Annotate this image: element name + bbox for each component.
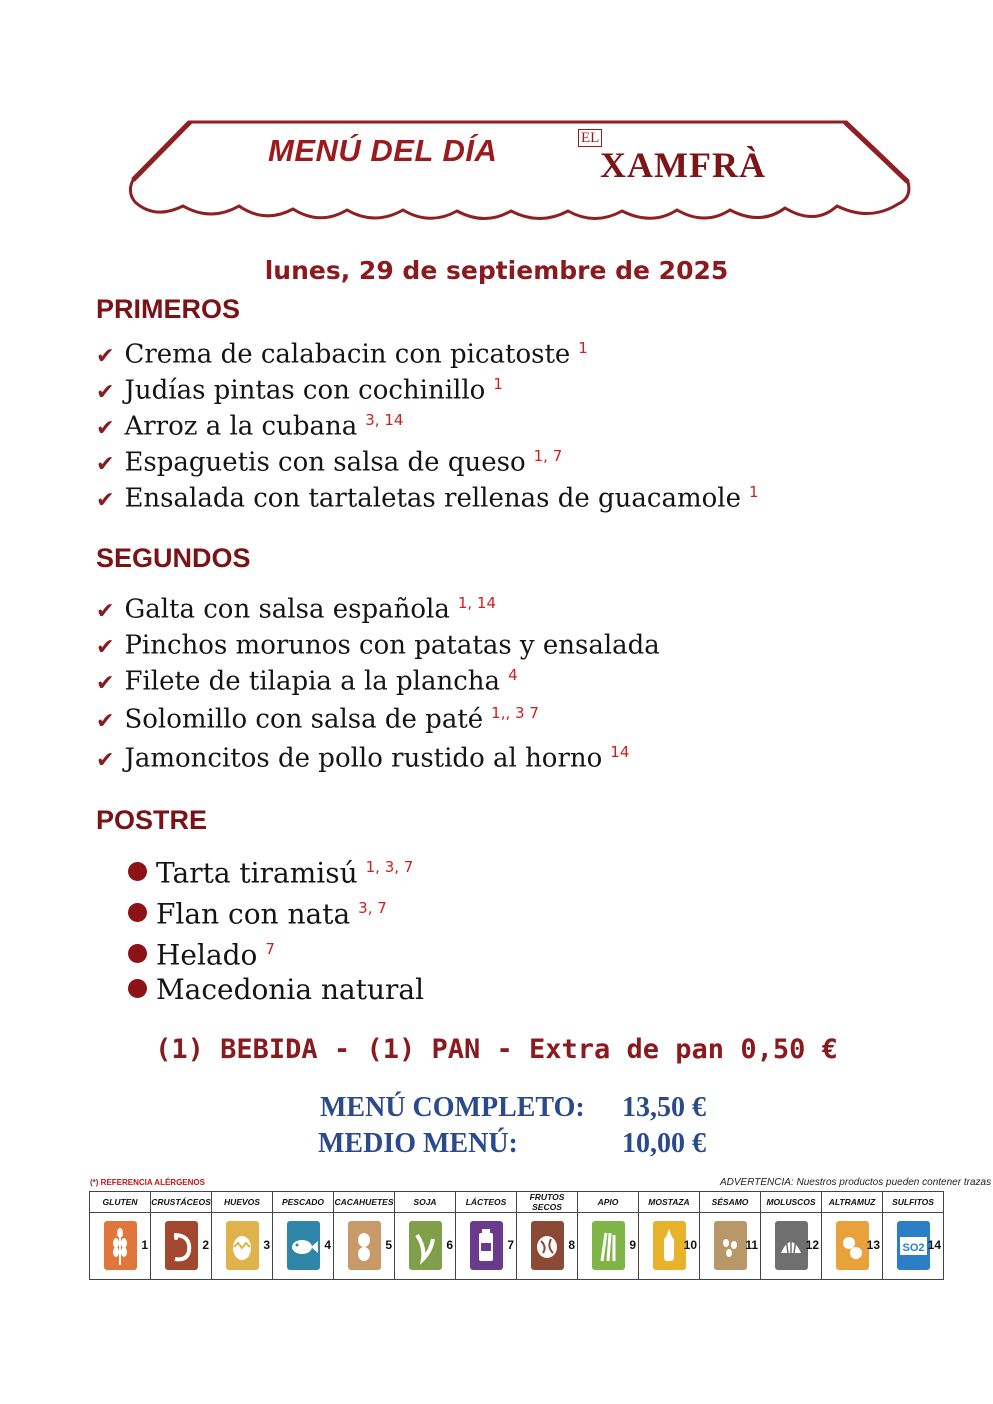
allergen-cell xyxy=(395,1213,456,1280)
allergen-table xyxy=(89,1191,944,1280)
allergen-cell xyxy=(151,1213,212,1280)
list-item: Flan con nata $^{3, 7}$ xyxy=(128,890,387,932)
check-icon: ✔ xyxy=(96,747,115,773)
bullet-icon xyxy=(128,944,147,963)
allergen-header: CACAHUETES xyxy=(334,1192,395,1213)
allergen-header: HUEVOS xyxy=(212,1192,273,1213)
celery-icon xyxy=(592,1221,625,1270)
check-icon: ✔ xyxy=(96,670,115,696)
list-item: ✔ Filete de tilapia a la plancha $^4$ xyxy=(96,666,518,697)
so2-icon xyxy=(897,1221,930,1270)
allergen-number: 2 xyxy=(202,1238,209,1252)
bullet-icon xyxy=(128,979,147,998)
allergen-number: 11 xyxy=(745,1238,758,1252)
price-complete-value: 13,50 € xyxy=(622,1092,706,1123)
check-icon: ✔ xyxy=(96,451,115,477)
allergen-cell xyxy=(883,1213,944,1280)
lupin-icon xyxy=(836,1221,869,1270)
check-icon: ✔ xyxy=(96,379,115,405)
price-complete-label: MENÚ COMPLETO: xyxy=(320,1092,585,1123)
brand-logo-small: EL xyxy=(578,129,602,147)
list-item: ✔ Ensalada con tartaletas rellenas de guacamole $^1$ xyxy=(96,483,759,514)
section-title-primeros: PRIMEROS xyxy=(96,294,241,324)
fish-icon xyxy=(287,1221,320,1270)
allergen-cell xyxy=(90,1213,151,1280)
allergen-cell xyxy=(700,1213,761,1280)
allergen-header: MOSTAZA xyxy=(639,1192,700,1213)
list-item: ✔ Galta con salsa española $^{1, 14}$ xyxy=(96,594,496,625)
peanut-icon xyxy=(348,1221,381,1270)
allergen-number: 10 xyxy=(683,1238,697,1252)
allergen-cell xyxy=(456,1213,517,1280)
section-title-postre: POSTRE xyxy=(96,805,208,835)
allergen-cell xyxy=(578,1213,639,1280)
nut-icon xyxy=(531,1221,564,1270)
allergen-header: SULFITOS xyxy=(883,1192,944,1213)
allergen-number: 5 xyxy=(385,1238,392,1252)
wheat-icon xyxy=(104,1221,137,1270)
section-title-segundos: SEGUNDOS xyxy=(96,543,251,573)
allergen-number: 13 xyxy=(866,1238,880,1252)
list-item: ✔ Solomillo con salsa de paté $^{1,, 3 7}$ xyxy=(96,704,539,735)
so2-label: SO2 xyxy=(902,1242,925,1254)
check-icon: ✔ xyxy=(96,598,115,624)
list-item: Helado $^7$ xyxy=(128,931,275,973)
allergen-warning: ADVERTENCIA: Nuestros productos pueden contener trazas xyxy=(720,1177,992,1188)
allergen-header: CRUSTÁCEOS xyxy=(151,1192,212,1213)
check-icon: ✔ xyxy=(96,415,115,441)
check-icon: ✔ xyxy=(96,708,115,734)
shell-icon xyxy=(775,1221,808,1270)
list-item: ✔ Espaguetis con salsa de queso $^{1, 7}$ xyxy=(96,447,563,478)
allergen-cell xyxy=(334,1213,395,1280)
allergen-cell xyxy=(761,1213,822,1280)
brand-logo: XAMFRÀ xyxy=(600,145,766,185)
allergen-header: LÁCTEOS xyxy=(456,1192,517,1213)
list-item: ✔ Judías pintas con cochinillo $^1$ xyxy=(96,375,503,406)
menu-date: lunes, 29 de septiembre de 2025 xyxy=(264,256,729,285)
allergen-number: 3 xyxy=(263,1238,270,1252)
list-item: ✔ Pinchos morunos con patatas y ensalada xyxy=(96,630,660,661)
extras-line: (1) BEBIDA - (1) PAN - Extra de pan 0,50 € xyxy=(155,1034,838,1065)
list-item: Macedonia natural xyxy=(128,972,424,1008)
allergen-header: PESCADO xyxy=(273,1192,334,1213)
allergen-number: 4 xyxy=(324,1238,331,1252)
bullet-icon xyxy=(128,903,147,922)
mustard-icon xyxy=(653,1221,686,1270)
list-item: ✔ Crema de calabacin con picatoste $^1$ xyxy=(96,339,588,370)
allergen-number: 14 xyxy=(927,1238,941,1252)
allergen-number: 9 xyxy=(629,1238,636,1252)
allergen-header: APIO xyxy=(578,1192,639,1213)
awning-banner xyxy=(125,118,915,230)
allergen-number: 8 xyxy=(568,1238,575,1252)
list-item: ✔ Jamoncitos de pollo rustido al horno $^{14}$ xyxy=(96,743,630,774)
allergen-number: 12 xyxy=(805,1238,819,1252)
allergen-cell xyxy=(212,1213,273,1280)
allergen-number: 7 xyxy=(507,1238,514,1252)
allergen-cell xyxy=(273,1213,334,1280)
allergen-reference-label: (*) REFERENCIA ALÉRGENOS xyxy=(90,1178,205,1187)
sesame-icon xyxy=(714,1221,747,1270)
allergen-header: SÉSAMO xyxy=(700,1192,761,1213)
milk-icon xyxy=(470,1221,503,1270)
allergen-header: FRUTOS SECOS xyxy=(517,1192,578,1213)
soy-icon xyxy=(409,1221,442,1270)
allergen-header: ALTRAMUZ xyxy=(822,1192,883,1213)
allergen-cell xyxy=(822,1213,883,1280)
price-half-label: MEDIO MENÚ: xyxy=(318,1128,518,1159)
shrimp-icon xyxy=(165,1221,198,1270)
allergen-header: GLUTEN xyxy=(90,1192,151,1213)
egg-icon xyxy=(226,1221,259,1270)
list-item: ✔ Arroz a la cubana $^{3, 14}$ xyxy=(96,411,404,442)
bullet-icon xyxy=(128,862,147,881)
allergen-cell xyxy=(517,1213,578,1280)
check-icon: ✔ xyxy=(96,343,115,369)
allergen-number: 1 xyxy=(141,1238,148,1252)
list-item: Tarta tiramisú $^{1, 3, 7}$ xyxy=(128,849,413,891)
allergen-cell xyxy=(639,1213,700,1280)
menu-title: MENÚ DEL DÍA xyxy=(268,133,498,168)
price-half-value: 10,00 € xyxy=(622,1128,706,1159)
allergen-header: MOLUSCOS xyxy=(761,1192,822,1213)
check-icon: ✔ xyxy=(96,634,115,660)
allergen-number: 6 xyxy=(446,1238,453,1252)
allergen-header: SOJA xyxy=(395,1192,456,1213)
check-icon: ✔ xyxy=(96,487,115,513)
